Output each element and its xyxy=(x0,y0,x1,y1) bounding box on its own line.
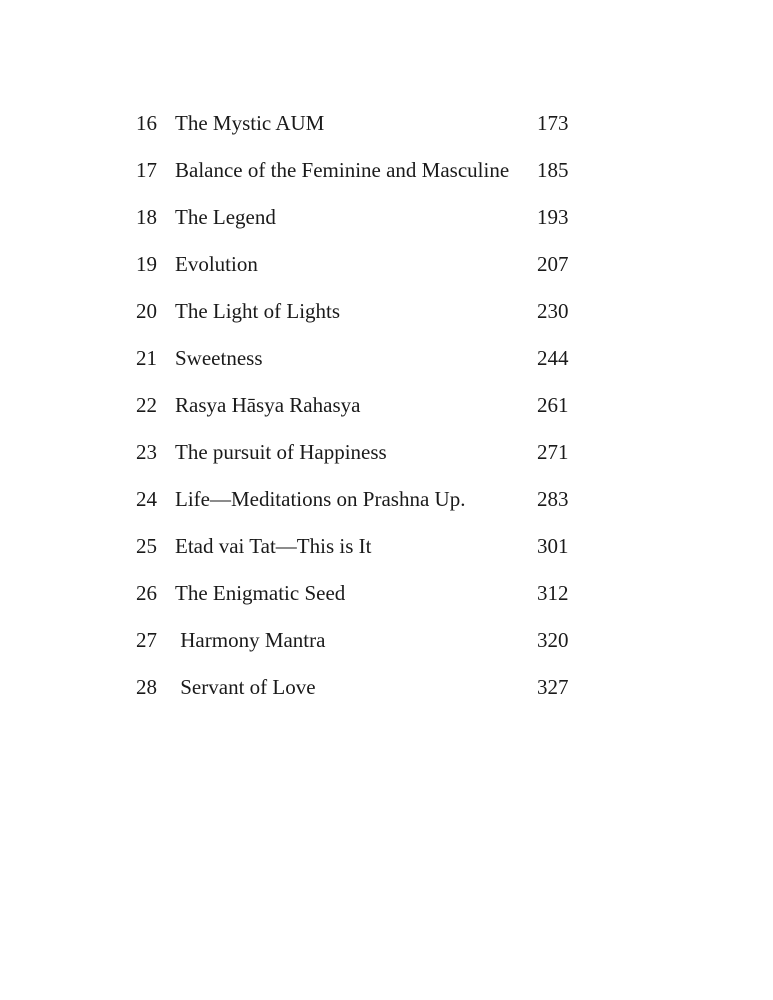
page-number: 207 xyxy=(537,252,569,276)
page-number: 327 xyxy=(537,675,569,699)
toc-entry xyxy=(0,296,773,343)
chapter-number: 18 xyxy=(136,205,157,229)
toc-entry xyxy=(0,155,773,202)
toc-entry xyxy=(0,578,773,625)
page-number: 193 xyxy=(537,205,569,229)
page-number: 301 xyxy=(537,534,569,558)
toc-entry xyxy=(0,625,773,672)
chapter-title: Balance of the Feminine and Masculine xyxy=(175,158,510,182)
page-number: 244 xyxy=(537,346,569,370)
chapter-number: 16 xyxy=(136,111,157,135)
toc-entry xyxy=(0,437,773,484)
toc-entry xyxy=(0,202,773,249)
chapter-number: 20 xyxy=(136,299,157,323)
toc-entry xyxy=(0,390,773,437)
toc-entry xyxy=(0,531,773,578)
page-number: 320 xyxy=(537,628,569,652)
chapter-title: The Enigmatic Seed xyxy=(175,581,346,605)
chapter-number: 28 xyxy=(136,675,157,699)
chapter-title: Evolution xyxy=(175,252,258,276)
chapter-number: 24 xyxy=(136,487,157,511)
chapter-title: Sweetness xyxy=(175,346,263,370)
chapter-number: 21 xyxy=(136,346,157,370)
page-number: 173 xyxy=(537,111,569,135)
page-number: 312 xyxy=(537,581,569,605)
chapter-number: 17 xyxy=(136,158,157,182)
chapter-number: 26 xyxy=(136,581,157,605)
page-number: 283 xyxy=(537,487,569,511)
chapter-number: 23 xyxy=(136,440,157,464)
toc-entry xyxy=(0,672,773,719)
chapter-title: Harmony Mantra xyxy=(175,628,326,652)
page-number: 271 xyxy=(537,440,569,464)
toc-entry xyxy=(0,108,773,155)
chapter-title: Rasya Hāsya Rahasya xyxy=(175,393,361,417)
chapter-number: 25 xyxy=(136,534,157,558)
toc-entry xyxy=(0,249,773,296)
chapter-title: The Light of Lights xyxy=(175,299,341,323)
chapter-title: Servant of Love xyxy=(175,675,316,699)
page-number: 185 xyxy=(537,158,569,182)
toc-entry xyxy=(0,343,773,390)
chapter-title: The Mystic AUM xyxy=(175,111,325,135)
chapter-title: The pursuit of Happiness xyxy=(175,440,387,464)
table-of-contents xyxy=(0,108,773,719)
chapter-title: Life—Meditations on Prashna Up. xyxy=(175,487,466,511)
toc-entry xyxy=(0,484,773,531)
chapter-title: The Legend xyxy=(175,205,276,229)
chapter-number: 27 xyxy=(136,628,157,652)
chapter-title: Etad vai Tat—This is It xyxy=(175,534,372,558)
page-number: 230 xyxy=(537,299,569,323)
page-number: 261 xyxy=(537,393,569,417)
chapter-number: 22 xyxy=(136,393,157,417)
chapter-number: 19 xyxy=(136,252,157,276)
